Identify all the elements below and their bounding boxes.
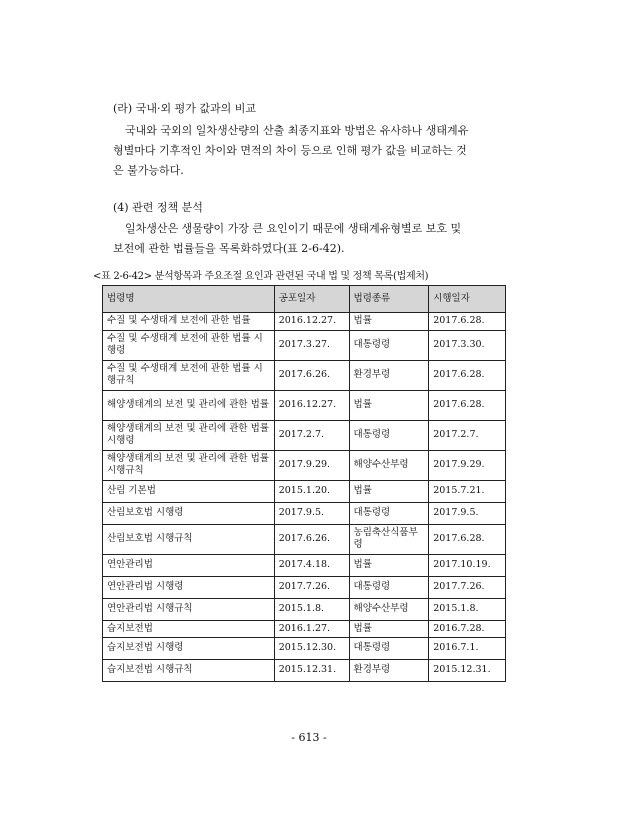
cell-law-type: 대통령령 [349, 420, 429, 450]
cell-effective-date: 2017.7.26. [429, 576, 506, 598]
table-row [103, 480, 506, 502]
cell-law-type: 농림축산식품부령 [349, 524, 429, 554]
cell-law-name: 연안관리법 시행령 [103, 576, 275, 598]
cell-law-type: 해양수산부령 [349, 450, 429, 480]
cell-law-name: 산림 기본법 [103, 480, 275, 502]
table-row [103, 620, 506, 638]
cell-law-type: 대통령령 [349, 638, 429, 660]
cell-effective-date: 2017.3.30. [429, 330, 506, 360]
cell-law-type: 환경부령 [349, 660, 429, 682]
cell-effective-date: 2017.9.29. [429, 450, 506, 480]
table-header-row [103, 286, 506, 313]
comparison-paragraph [113, 121, 523, 181]
cell-promulgation-date: 2016.1.27. [274, 620, 349, 638]
cell-effective-date: 2017.6.28. [429, 313, 506, 331]
cell-law-name: 산림보호법 시행령 [103, 502, 275, 524]
table-row [103, 450, 506, 480]
cell-effective-date: 2017.9.5. [429, 502, 506, 524]
table-row [103, 660, 506, 682]
header-law-name: 법령명 [103, 286, 275, 313]
table-row [103, 598, 506, 620]
cell-effective-date: 2015.1.8. [429, 598, 506, 620]
table-row [103, 502, 506, 524]
cell-law-name: 산림보호법 시행규칙 [103, 524, 275, 554]
header-law-type: 법령종류 [349, 286, 429, 313]
cell-law-type: 대통령령 [349, 502, 429, 524]
cell-law-name: 연안관리법 시행규칙 [103, 598, 275, 620]
cell-law-type: 대통령령 [349, 330, 429, 360]
table-row [103, 330, 506, 360]
cell-law-name: 수질 및 수생태계 보전에 관한 법률 [103, 313, 275, 331]
cell-law-name: 연안관리법 [103, 554, 275, 576]
table-row [103, 576, 506, 598]
paragraph-line: 은 불가능하다. [113, 164, 184, 177]
cell-law-name: 해양생태계의 보전 및 관리에 관한 법률 시행령 [103, 420, 275, 450]
cell-law-type: 환경부령 [349, 360, 429, 390]
cell-law-name: 수질 및 수생태계 보전에 관한 법률 시행령 [103, 330, 275, 360]
cell-law-name: 습지보전법 시행령 [103, 638, 275, 660]
section-heading-policy: (4) 관련 정책 분석 [113, 201, 203, 214]
table-row [103, 390, 506, 420]
table-body [103, 313, 506, 682]
cell-effective-date: 2016.7.1. [429, 638, 506, 660]
cell-law-name: 습지보전법 시행규칙 [103, 660, 275, 682]
cell-effective-date: 2017.2.7. [429, 420, 506, 450]
table-row [103, 313, 506, 331]
paragraph-line: 보전에 관한 법률들을 목록화하였다(표 2-6-42). [113, 242, 345, 255]
table-caption: <표 2-6-42> 분석항목과 주요조절 요인과 관련된 국내 법 및 정책 목록(법제처) [93, 271, 429, 282]
cell-effective-date: 2017.10.19. [429, 554, 506, 576]
table-row [103, 420, 506, 450]
cell-promulgation-date: 2017.9.5. [274, 502, 349, 524]
cell-promulgation-date: 2017.9.29. [274, 450, 349, 480]
table-row [103, 554, 506, 576]
cell-effective-date: 2017.6.28. [429, 360, 506, 390]
cell-law-type: 법률 [349, 554, 429, 576]
cell-effective-date: 2017.6.28. [429, 390, 506, 420]
cell-promulgation-date: 2015.12.31. [274, 660, 349, 682]
cell-law-type: 법률 [349, 620, 429, 638]
cell-law-name: 해양생태계의 보전 및 관리에 관한 법률 시행규칙 [103, 450, 275, 480]
cell-law-name: 해양생태계의 보전 및 관리에 관한 법률 [103, 390, 275, 420]
cell-law-type: 법률 [349, 480, 429, 502]
policy-paragraph [113, 219, 523, 259]
cell-law-name: 습지보전법 [103, 620, 275, 638]
cell-law-type: 법률 [349, 313, 429, 331]
cell-promulgation-date: 2017.4.18. [274, 554, 349, 576]
cell-effective-date: 2015.7.21. [429, 480, 506, 502]
cell-promulgation-date: 2017.2.7. [274, 420, 349, 450]
cell-effective-date: 2017.6.28. [429, 524, 506, 554]
cell-promulgation-date: 2015.1.20. [274, 480, 349, 502]
cell-law-type: 대통령령 [349, 576, 429, 598]
cell-effective-date: 2016.7.28. [429, 620, 506, 638]
section-heading-comparison: (라) 국내·외 평가 값과의 비교 [113, 102, 256, 115]
cell-promulgation-date: 2017.6.26. [274, 360, 349, 390]
cell-promulgation-date: 2017.3.27. [274, 330, 349, 360]
paragraph-line: 형별마다 기후적인 차이와 면적의 차이 등으로 인해 평가 값을 비교하는 것 [113, 144, 467, 157]
paragraph-line: 국내와 국외의 일차생산량의 산출 최종지표와 방법은 유사하나 생태계유 [125, 124, 469, 137]
table-row [103, 638, 506, 660]
cell-law-name: 수질 및 수생태계 보전에 관한 법률 시행규칙 [103, 360, 275, 390]
cell-law-type: 법률 [349, 390, 429, 420]
page-number: - 613 - [291, 731, 327, 744]
header-effective-date: 시행일자 [429, 286, 506, 313]
paragraph-line: 일차생산은 생물량이 가장 큰 요인이기 때문에 생태계유형별로 보호 및 [125, 222, 462, 235]
cell-promulgation-date: 2015.12.30. [274, 638, 349, 660]
cell-promulgation-date: 2016.12.27. [274, 313, 349, 331]
cell-promulgation-date: 2017.6.26. [274, 524, 349, 554]
cell-law-type: 해양수산부령 [349, 598, 429, 620]
table-row [103, 360, 506, 390]
cell-promulgation-date: 2016.12.27. [274, 390, 349, 420]
header-promulgation-date: 공포일자 [274, 286, 349, 313]
cell-promulgation-date: 2015.1.8. [274, 598, 349, 620]
law-list-table [102, 285, 506, 682]
cell-effective-date: 2015.12.31. [429, 660, 506, 682]
table-row [103, 524, 506, 554]
cell-promulgation-date: 2017.7.26. [274, 576, 349, 598]
